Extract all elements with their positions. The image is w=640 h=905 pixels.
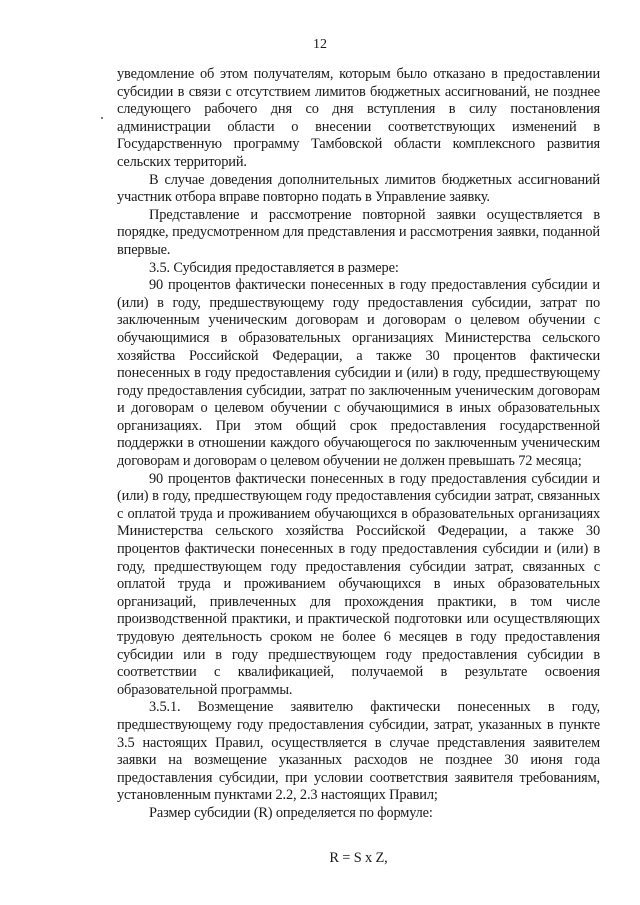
paragraph-labor-costs: 90 процентов фактически понесенных в году предоставления субсидии и (или) в году, предшествующем году предоставления субсидии затрат, связанных с оплатой труда и проживанием обучающихся в образовательных организациях Министерства сельского хозяйства Российской Федерации, а также 30 процентов фактически понесенных в году предоставления субсидии и (или) в году, предшествующем году предоставления субсидии затрат, связанных с оплатой труда и проживанием обучающихся в иных образовательных организаций, привлеченных для прохождения практики, в том числе производственной практики, и практической подготовки или осуществляющих трудовую деятельность сроком не более 6 месяцев в году предоставления субсидии или в году предшествующем году предоставления субсидии в соответствии с квалификацией, получаемой в результате освоения образовательной программы.	[117, 470, 600, 698]
paragraph-repeat-application: Представление и рассмотрение повторной заявки осуществляется в порядке, предусмотренном для представления и рассмотрения заявки, поданной впервые.	[117, 206, 600, 258]
paragraph-additional-limits: В случае доведения дополнительных лимитов бюджетных ассигнований участник отбора вправе повторно подать в Управление заявку.	[117, 171, 600, 206]
paragraph-section-3-5: 3.5. Субсидия предоставляется в размере:	[149, 259, 399, 276]
body-text	[117, 66, 600, 867]
paragraph-section-3-5-1: 3.5.1. Возмещение заявителю фактически понесенных в году, предшествующему году предоставления субсидии, затрат, указанных в пункте 3.5 настоящих Правил, осуществляется в случае представления заявителем заявки на возмещение указанных расходов не позднее 30 июня года предоставления субсидии, при условии соответствия заявителя требованиям, установленным пунктами 2.2, 2.3 настоящих Правил;	[117, 699, 600, 804]
paragraph-formula-intro: Размер субсидии (R) определяется по формуле:	[149, 804, 433, 821]
page-number: 12	[313, 37, 327, 52]
paragraph-continuation: уведомление об этом получателям, которым было отказано в предоставлении субсидии в связи с отсутствием лимитов бюджетных ассигнований, не позднее следующего рабочего дня со дня вступления в силу постановления администрации области о внесении соответствующих изменений в Государственную программу Тамбовской области комплексного развития сельских территорий.	[117, 66, 600, 170]
paragraph-training-contracts: 90 процентов фактически понесенных в году предоставления субсидии и (или) в году, предшествующему году предоставления субсидии, затрат по заключенным ученическим договорам и договорам о целевом обучении с обучающимися в образовательных организациях Министерства сельского хозяйства Российской Федерации, а также 30 процентов фактически понесенных в году предоставления субсидии и (или) в году, предшествующему году предоставления субсидии, затрат по заключенным ученическим договорам и договорам о целевом обучении с обучающимися в иных образовательных организациях. При этом общий срок предоставления государственной поддержки в отношении каждого обучающегося по заключенным ученическим договорам и договорам о целевом обучении не должен превышать 72 месяца;	[117, 277, 600, 470]
scan-speck	[101, 117, 103, 119]
formula: R = S x Z,	[329, 849, 388, 866]
